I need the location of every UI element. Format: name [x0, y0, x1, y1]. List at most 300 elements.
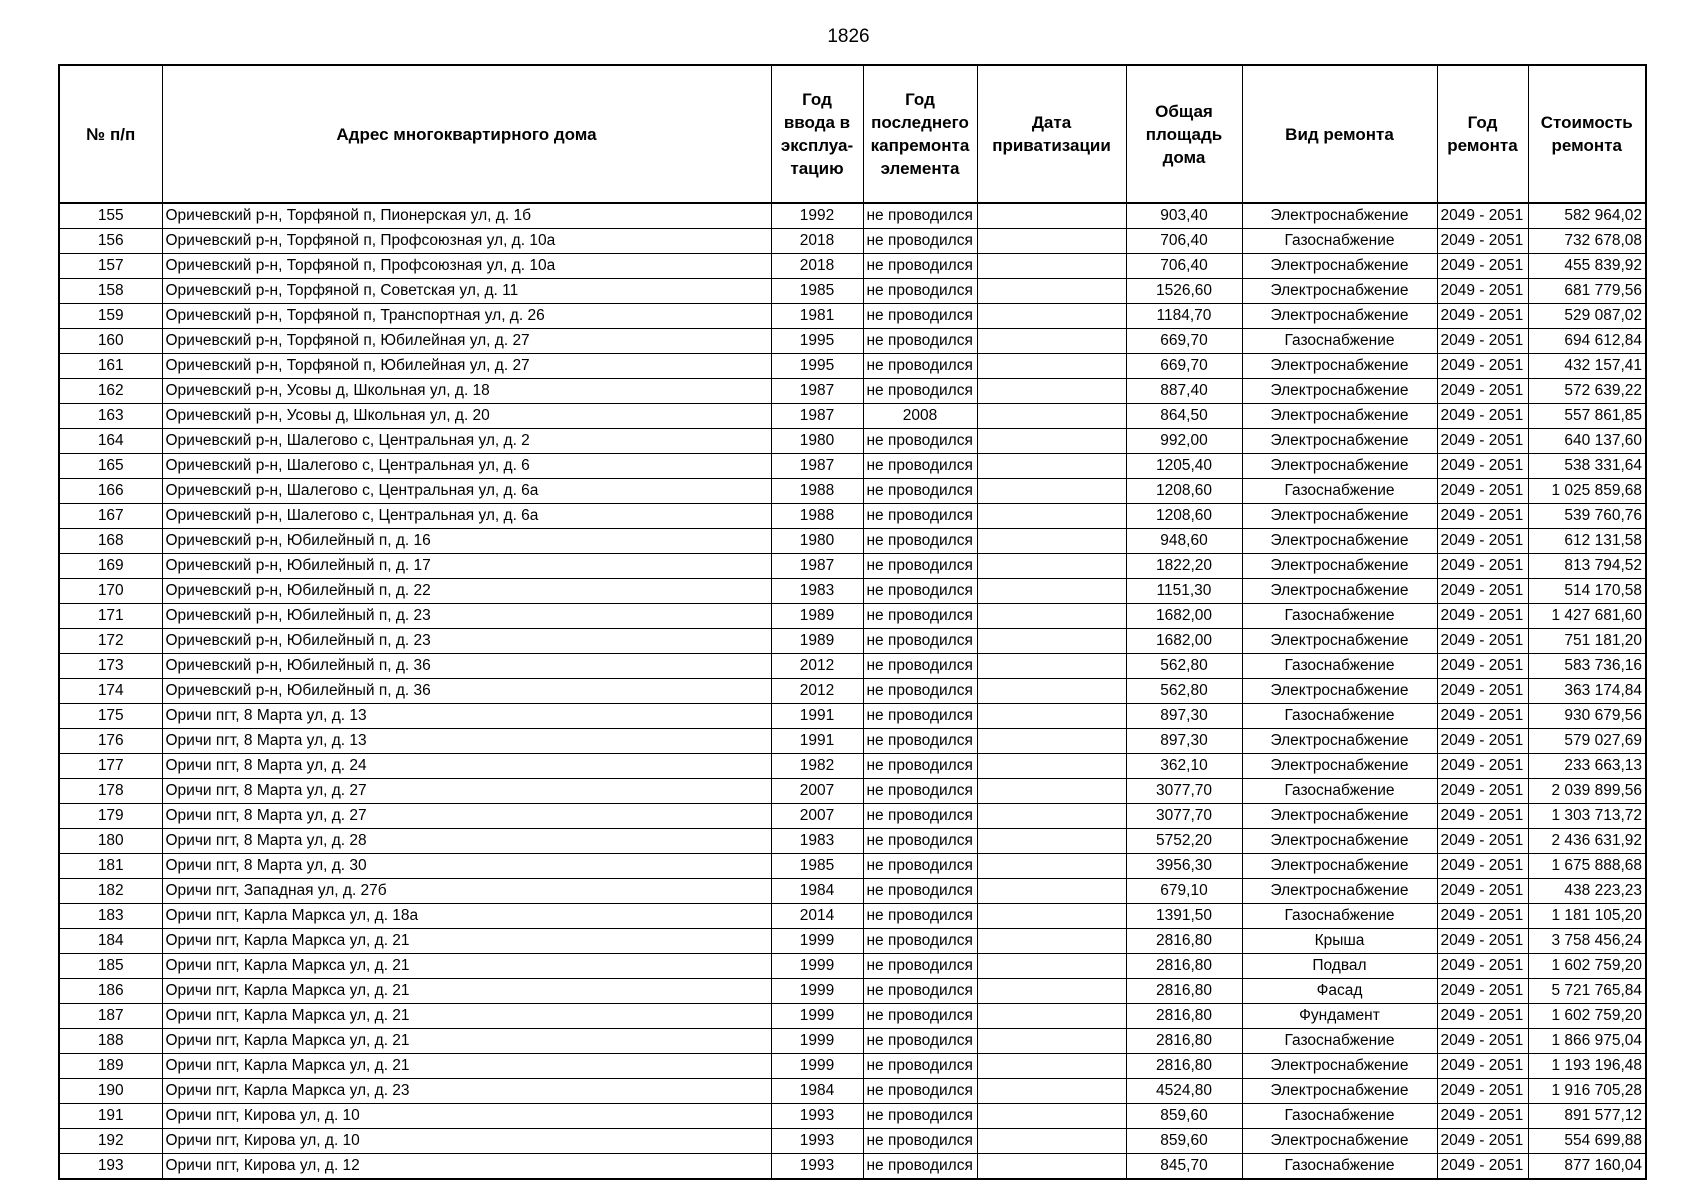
cell-area: 1184,70 — [1126, 304, 1242, 329]
cell-last-repair: не проводился — [863, 554, 977, 579]
cell-address: Оричевский р-н, Юбилейный п, д. 17 — [162, 554, 771, 579]
cell-last-repair: не проводился — [863, 504, 977, 529]
cell-num: 155 — [59, 203, 162, 229]
cell-area: 2816,80 — [1126, 979, 1242, 1004]
cell-cost: 557 861,85 — [1528, 404, 1646, 429]
cell-repair-type: Электроснабжение — [1242, 304, 1437, 329]
cell-privatization — [977, 454, 1126, 479]
cell-privatization — [977, 1029, 1126, 1054]
table-row — [59, 454, 1646, 479]
cell-repair-type: Фундамент — [1242, 1004, 1437, 1029]
cell-address: Оричи пгт, 8 Марта ул, д. 13 — [162, 704, 771, 729]
cell-year-built: 1991 — [771, 729, 863, 754]
header-address: Адрес многоквартирного дома — [162, 65, 771, 203]
cell-area: 887,40 — [1126, 379, 1242, 404]
cell-year-built: 1993 — [771, 1104, 863, 1129]
cell-repair-type: Электроснабжение — [1242, 754, 1437, 779]
cell-address: Оричи пгт, Карла Маркса ул, д. 18а — [162, 904, 771, 929]
cell-year-built: 1987 — [771, 404, 863, 429]
table-row — [59, 554, 1646, 579]
cell-num: 170 — [59, 579, 162, 604]
cell-cost: 455 839,92 — [1528, 254, 1646, 279]
cell-area: 897,30 — [1126, 729, 1242, 754]
cell-repair-period: 2049 - 2051 — [1437, 979, 1528, 1004]
cell-last-repair: не проводился — [863, 429, 977, 454]
table-row — [59, 1029, 1646, 1054]
cell-last-repair: не проводился — [863, 1004, 977, 1029]
cell-area: 859,60 — [1126, 1104, 1242, 1129]
cell-cost: 233 663,13 — [1528, 754, 1646, 779]
table-row — [59, 829, 1646, 854]
cell-num: 181 — [59, 854, 162, 879]
cell-repair-type: Подвал — [1242, 954, 1437, 979]
cell-repair-type: Электроснабжение — [1242, 504, 1437, 529]
cell-address: Оричи пгт, 8 Марта ул, д. 13 — [162, 729, 771, 754]
cell-address: Оричевский р-н, Торфяной п, Профсоюзная ул, д. 10а — [162, 229, 771, 254]
cell-repair-type: Газоснабжение — [1242, 654, 1437, 679]
cell-area: 706,40 — [1126, 254, 1242, 279]
cell-last-repair: не проводился — [863, 203, 977, 229]
cell-cost: 1 025 859,68 — [1528, 479, 1646, 504]
cell-num: 192 — [59, 1129, 162, 1154]
cell-cost: 1 193 196,48 — [1528, 1054, 1646, 1079]
cell-area: 948,60 — [1126, 529, 1242, 554]
cell-repair-period: 2049 - 2051 — [1437, 429, 1528, 454]
cell-privatization — [977, 329, 1126, 354]
cell-last-repair: не проводился — [863, 279, 977, 304]
cell-year-built: 1981 — [771, 304, 863, 329]
cell-last-repair: не проводился — [863, 1129, 977, 1154]
cell-num: 171 — [59, 604, 162, 629]
table-row — [59, 679, 1646, 704]
cell-address: Оричи пгт, Кирова ул, д. 12 — [162, 1154, 771, 1180]
page-number: 1826 — [827, 26, 870, 47]
cell-cost: 2 039 899,56 — [1528, 779, 1646, 804]
cell-year-built: 1987 — [771, 554, 863, 579]
cell-cost: 1 602 759,20 — [1528, 954, 1646, 979]
cell-repair-type: Электроснабжение — [1242, 429, 1437, 454]
cell-cost: 583 736,16 — [1528, 654, 1646, 679]
cell-year-built: 1988 — [771, 479, 863, 504]
table-row — [59, 504, 1646, 529]
cell-privatization — [977, 904, 1126, 929]
table-row — [59, 1004, 1646, 1029]
table-header — [59, 65, 1646, 203]
cell-repair-type: Газоснабжение — [1242, 1154, 1437, 1180]
cell-last-repair: 2008 — [863, 404, 977, 429]
cell-year-built: 2007 — [771, 779, 863, 804]
cell-privatization — [977, 429, 1126, 454]
table-row — [59, 654, 1646, 679]
cell-num: 188 — [59, 1029, 162, 1054]
cell-last-repair: не проводился — [863, 954, 977, 979]
cell-privatization — [977, 654, 1126, 679]
cell-repair-period: 2049 - 2051 — [1437, 929, 1528, 954]
cell-repair-period: 2049 - 2051 — [1437, 229, 1528, 254]
cell-repair-period: 2049 - 2051 — [1437, 554, 1528, 579]
table-row — [59, 754, 1646, 779]
cell-num: 176 — [59, 729, 162, 754]
cell-area: 2816,80 — [1126, 1054, 1242, 1079]
table-row — [59, 379, 1646, 404]
cell-repair-period: 2049 - 2051 — [1437, 779, 1528, 804]
cell-repair-period: 2049 - 2051 — [1437, 1129, 1528, 1154]
cell-num: 167 — [59, 504, 162, 529]
cell-year-built: 1984 — [771, 879, 863, 904]
cell-repair-period: 2049 - 2051 — [1437, 829, 1528, 854]
cell-last-repair: не проводился — [863, 254, 977, 279]
cell-repair-type: Газоснабжение — [1242, 779, 1437, 804]
cell-address: Оричи пгт, Карла Маркса ул, д. 21 — [162, 929, 771, 954]
table-row — [59, 1054, 1646, 1079]
cell-address: Оричи пгт, Карла Маркса ул, д. 21 — [162, 1004, 771, 1029]
header-privatization: Дата приватизации — [977, 65, 1126, 203]
cell-cost: 681 779,56 — [1528, 279, 1646, 304]
cell-repair-period: 2049 - 2051 — [1437, 954, 1528, 979]
cell-repair-type: Электроснабжение — [1242, 529, 1437, 554]
cell-area: 669,70 — [1126, 354, 1242, 379]
cell-year-built: 1999 — [771, 929, 863, 954]
cell-privatization — [977, 929, 1126, 954]
cell-area: 1208,60 — [1126, 504, 1242, 529]
cell-repair-period: 2049 - 2051 — [1437, 1054, 1528, 1079]
cell-repair-type: Газоснабжение — [1242, 229, 1437, 254]
cell-last-repair: не проводился — [863, 529, 977, 554]
cell-address: Оричевский р-н, Юбилейный п, д. 23 — [162, 604, 771, 629]
cell-area: 562,80 — [1126, 654, 1242, 679]
cell-privatization — [977, 1054, 1126, 1079]
cell-last-repair: не проводился — [863, 929, 977, 954]
cell-year-built: 1982 — [771, 754, 863, 779]
cell-privatization — [977, 729, 1126, 754]
table-row — [59, 879, 1646, 904]
cell-year-built: 1983 — [771, 829, 863, 854]
cell-num: 162 — [59, 379, 162, 404]
cell-repair-type: Газоснабжение — [1242, 479, 1437, 504]
cell-num: 173 — [59, 654, 162, 679]
cell-last-repair: не проводился — [863, 879, 977, 904]
cell-area: 903,40 — [1126, 203, 1242, 229]
cell-repair-period: 2049 - 2051 — [1437, 1079, 1528, 1104]
cell-num: 164 — [59, 429, 162, 454]
cell-num: 174 — [59, 679, 162, 704]
cell-privatization — [977, 203, 1126, 229]
table-row — [59, 404, 1646, 429]
cell-area: 1682,00 — [1126, 604, 1242, 629]
cell-cost: 529 087,02 — [1528, 304, 1646, 329]
table-row — [59, 429, 1646, 454]
cell-repair-type: Электроснабжение — [1242, 879, 1437, 904]
cell-year-built: 1985 — [771, 279, 863, 304]
cell-privatization — [977, 254, 1126, 279]
cell-area: 2816,80 — [1126, 1004, 1242, 1029]
table-row — [59, 1154, 1646, 1180]
cell-last-repair: не проводился — [863, 1054, 977, 1079]
cell-cost: 930 679,56 — [1528, 704, 1646, 729]
cell-area: 1205,40 — [1126, 454, 1242, 479]
cell-address: Оричевский р-н, Шалегово с, Центральная ул, д. 6а — [162, 504, 771, 529]
table-row — [59, 729, 1646, 754]
cell-num: 169 — [59, 554, 162, 579]
cell-last-repair: не проводился — [863, 354, 977, 379]
cell-address: Оричи пгт, Карла Маркса ул, д. 21 — [162, 954, 771, 979]
table-row — [59, 629, 1646, 654]
cell-last-repair: не проводился — [863, 579, 977, 604]
cell-privatization — [977, 354, 1126, 379]
cell-repair-type: Электроснабжение — [1242, 354, 1437, 379]
cell-privatization — [977, 879, 1126, 904]
cell-repair-period: 2049 - 2051 — [1437, 279, 1528, 304]
cell-year-built: 1989 — [771, 629, 863, 654]
cell-year-built: 1987 — [771, 379, 863, 404]
cell-repair-period: 2049 - 2051 — [1437, 329, 1528, 354]
cell-last-repair: не проводился — [863, 904, 977, 929]
cell-last-repair: не проводился — [863, 304, 977, 329]
cell-privatization — [977, 804, 1126, 829]
cell-last-repair: не проводился — [863, 329, 977, 354]
header-num: № п/п — [59, 65, 162, 203]
table-row — [59, 279, 1646, 304]
cell-repair-period: 2049 - 2051 — [1437, 704, 1528, 729]
cell-num: 187 — [59, 1004, 162, 1029]
cell-area: 845,70 — [1126, 1154, 1242, 1180]
cell-cost: 2 436 631,92 — [1528, 829, 1646, 854]
header-area: Общая площадь дома — [1126, 65, 1242, 203]
table-row — [59, 479, 1646, 504]
cell-area: 864,50 — [1126, 404, 1242, 429]
cell-repair-period: 2049 - 2051 — [1437, 379, 1528, 404]
cell-year-built: 1995 — [771, 354, 863, 379]
cell-last-repair: не проводился — [863, 654, 977, 679]
cell-cost: 1 303 713,72 — [1528, 804, 1646, 829]
cell-cost: 732 678,08 — [1528, 229, 1646, 254]
header-year-built: Год ввода в эксплуа-тацию — [771, 65, 863, 203]
cell-last-repair: не проводился — [863, 1154, 977, 1180]
cell-num: 158 — [59, 279, 162, 304]
cell-address: Оричи пгт, 8 Марта ул, д. 30 — [162, 854, 771, 879]
cell-last-repair: не проводился — [863, 1104, 977, 1129]
cell-privatization — [977, 679, 1126, 704]
table-row — [59, 229, 1646, 254]
cell-last-repair: не проводился — [863, 804, 977, 829]
cell-last-repair: не проводился — [863, 379, 977, 404]
cell-privatization — [977, 229, 1126, 254]
cell-year-built: 1999 — [771, 1029, 863, 1054]
cell-last-repair: не проводился — [863, 1079, 977, 1104]
cell-address: Оричевский р-н, Торфяной п, Пионерская ул, д. 1б — [162, 203, 771, 229]
cell-num: 157 — [59, 254, 162, 279]
cell-last-repair: не проводился — [863, 754, 977, 779]
cell-address: Оричи пгт, 8 Марта ул, д. 24 — [162, 754, 771, 779]
cell-repair-type: Электроснабжение — [1242, 404, 1437, 429]
cell-last-repair: не проводился — [863, 704, 977, 729]
cell-cost: 554 699,88 — [1528, 1129, 1646, 1154]
cell-repair-type: Газоснабжение — [1242, 329, 1437, 354]
cell-repair-type: Газоснабжение — [1242, 1104, 1437, 1129]
cell-num: 184 — [59, 929, 162, 954]
cell-repair-period: 2049 - 2051 — [1437, 904, 1528, 929]
cell-area: 4524,80 — [1126, 1079, 1242, 1104]
cell-cost: 1 602 759,20 — [1528, 1004, 1646, 1029]
cell-repair-period: 2049 - 2051 — [1437, 479, 1528, 504]
table-row — [59, 904, 1646, 929]
table-row — [59, 1129, 1646, 1154]
cell-address: Оричевский р-н, Торфяной п, Профсоюзная ул, д. 10а — [162, 254, 771, 279]
cell-num: 183 — [59, 904, 162, 929]
table-row — [59, 579, 1646, 604]
cell-repair-type: Газоснабжение — [1242, 1029, 1437, 1054]
cell-privatization — [977, 779, 1126, 804]
cell-last-repair: не проводился — [863, 454, 977, 479]
cell-num: 159 — [59, 304, 162, 329]
cell-cost: 877 160,04 — [1528, 1154, 1646, 1180]
cell-privatization — [977, 704, 1126, 729]
cell-year-built: 1991 — [771, 704, 863, 729]
cell-area: 679,10 — [1126, 879, 1242, 904]
cell-cost: 363 174,84 — [1528, 679, 1646, 704]
cell-num: 168 — [59, 529, 162, 554]
cell-num: 179 — [59, 804, 162, 829]
table-row — [59, 254, 1646, 279]
cell-year-built: 1987 — [771, 454, 863, 479]
cell-repair-type: Электроснабжение — [1242, 629, 1437, 654]
cell-cost: 1 427 681,60 — [1528, 604, 1646, 629]
cell-area: 3956,30 — [1126, 854, 1242, 879]
table-row — [59, 1104, 1646, 1129]
cell-area: 3077,70 — [1126, 804, 1242, 829]
cell-cost: 694 612,84 — [1528, 329, 1646, 354]
cell-address: Оричевский р-н, Юбилейный п, д. 23 — [162, 629, 771, 654]
cell-area: 859,60 — [1126, 1129, 1242, 1154]
cell-cost: 751 181,20 — [1528, 629, 1646, 654]
cell-cost: 640 137,60 — [1528, 429, 1646, 454]
cell-year-built: 1988 — [771, 504, 863, 529]
cell-address: Оричи пгт, Карла Маркса ул, д. 21 — [162, 1029, 771, 1054]
cell-privatization — [977, 1079, 1126, 1104]
repair-registry-table — [58, 64, 1647, 1180]
cell-repair-type: Электроснабжение — [1242, 829, 1437, 854]
cell-address: Оричевский р-н, Усовы д, Школьная ул, д. 18 — [162, 379, 771, 404]
cell-address: Оричи пгт, 8 Марта ул, д. 27 — [162, 804, 771, 829]
cell-privatization — [977, 979, 1126, 1004]
cell-year-built: 1995 — [771, 329, 863, 354]
cell-address: Оричевский р-н, Торфяной п, Транспортная ул, д. 26 — [162, 304, 771, 329]
cell-last-repair: не проводился — [863, 979, 977, 1004]
cell-cost: 432 157,41 — [1528, 354, 1646, 379]
cell-last-repair: не проводился — [863, 854, 977, 879]
table-row — [59, 929, 1646, 954]
table-row — [59, 529, 1646, 554]
cell-last-repair: не проводился — [863, 479, 977, 504]
cell-year-built: 1980 — [771, 529, 863, 554]
cell-year-built: 1999 — [771, 954, 863, 979]
cell-repair-type: Электроснабжение — [1242, 579, 1437, 604]
table-row — [59, 354, 1646, 379]
cell-cost: 1 675 888,68 — [1528, 854, 1646, 879]
cell-repair-type: Электроснабжение — [1242, 854, 1437, 879]
cell-area: 562,80 — [1126, 679, 1242, 704]
cell-address: Оричевский р-н, Торфяной п, Юбилейная ул, д. 27 — [162, 354, 771, 379]
cell-address: Оричи пгт, 8 Марта ул, д. 28 — [162, 829, 771, 854]
cell-year-built: 1980 — [771, 429, 863, 454]
cell-repair-type: Электроснабжение — [1242, 1129, 1437, 1154]
cell-repair-type: Крыша — [1242, 929, 1437, 954]
cell-address: Оричевский р-н, Шалегово с, Центральная ул, д. 6 — [162, 454, 771, 479]
cell-repair-type: Газоснабжение — [1242, 704, 1437, 729]
cell-year-built: 2018 — [771, 254, 863, 279]
cell-last-repair: не проводился — [863, 829, 977, 854]
cell-privatization — [977, 829, 1126, 854]
cell-year-built: 1985 — [771, 854, 863, 879]
cell-repair-period: 2049 - 2051 — [1437, 629, 1528, 654]
cell-privatization — [977, 1129, 1126, 1154]
cell-num: 193 — [59, 1154, 162, 1180]
cell-privatization — [977, 1004, 1126, 1029]
cell-num: 189 — [59, 1054, 162, 1079]
cell-year-built: 1999 — [771, 979, 863, 1004]
cell-repair-type: Электроснабжение — [1242, 1054, 1437, 1079]
cell-num: 161 — [59, 354, 162, 379]
cell-year-built: 2014 — [771, 904, 863, 929]
cell-cost: 1 866 975,04 — [1528, 1029, 1646, 1054]
cell-privatization — [977, 304, 1126, 329]
cell-privatization — [977, 604, 1126, 629]
table-row — [59, 704, 1646, 729]
table-row — [59, 329, 1646, 354]
cell-year-built: 2012 — [771, 679, 863, 704]
cell-cost: 612 131,58 — [1528, 529, 1646, 554]
cell-num: 166 — [59, 479, 162, 504]
table-row — [59, 779, 1646, 804]
cell-repair-period: 2049 - 2051 — [1437, 504, 1528, 529]
cell-area: 2816,80 — [1126, 929, 1242, 954]
cell-address: Оричи пгт, Карла Маркса ул, д. 21 — [162, 979, 771, 1004]
cell-privatization — [977, 279, 1126, 304]
cell-year-built: 1993 — [771, 1129, 863, 1154]
cell-area: 1526,60 — [1126, 279, 1242, 304]
cell-repair-type: Электроснабжение — [1242, 454, 1437, 479]
cell-privatization — [977, 1104, 1126, 1129]
cell-year-built: 1993 — [771, 1154, 863, 1180]
cell-repair-period: 2049 - 2051 — [1437, 804, 1528, 829]
cell-year-built: 2018 — [771, 229, 863, 254]
cell-repair-type: Электроснабжение — [1242, 554, 1437, 579]
cell-privatization — [977, 504, 1126, 529]
cell-area: 992,00 — [1126, 429, 1242, 454]
table-row — [59, 203, 1646, 229]
cell-repair-period: 2049 - 2051 — [1437, 1104, 1528, 1129]
cell-address: Оричи пгт, Кирова ул, д. 10 — [162, 1104, 771, 1129]
cell-last-repair: не проводился — [863, 229, 977, 254]
header-last-repair: Год последнего капремонта элемента — [863, 65, 977, 203]
cell-area: 3077,70 — [1126, 779, 1242, 804]
cell-repair-period: 2049 - 2051 — [1437, 854, 1528, 879]
cell-cost: 579 027,69 — [1528, 729, 1646, 754]
cell-area: 1208,60 — [1126, 479, 1242, 504]
cell-address: Оричи пгт, 8 Марта ул, д. 27 — [162, 779, 771, 804]
cell-num: 186 — [59, 979, 162, 1004]
cell-repair-period: 2049 - 2051 — [1437, 254, 1528, 279]
cell-last-repair: не проводился — [863, 629, 977, 654]
cell-repair-period: 2049 - 2051 — [1437, 454, 1528, 479]
cell-address: Оричевский р-н, Юбилейный п, д. 22 — [162, 579, 771, 604]
cell-repair-period: 2049 - 2051 — [1437, 354, 1528, 379]
cell-num: 172 — [59, 629, 162, 654]
cell-address: Оричевский р-н, Шалегово с, Центральная ул, д. 2 — [162, 429, 771, 454]
cell-privatization — [977, 479, 1126, 504]
cell-area: 1391,50 — [1126, 904, 1242, 929]
cell-num: 175 — [59, 704, 162, 729]
